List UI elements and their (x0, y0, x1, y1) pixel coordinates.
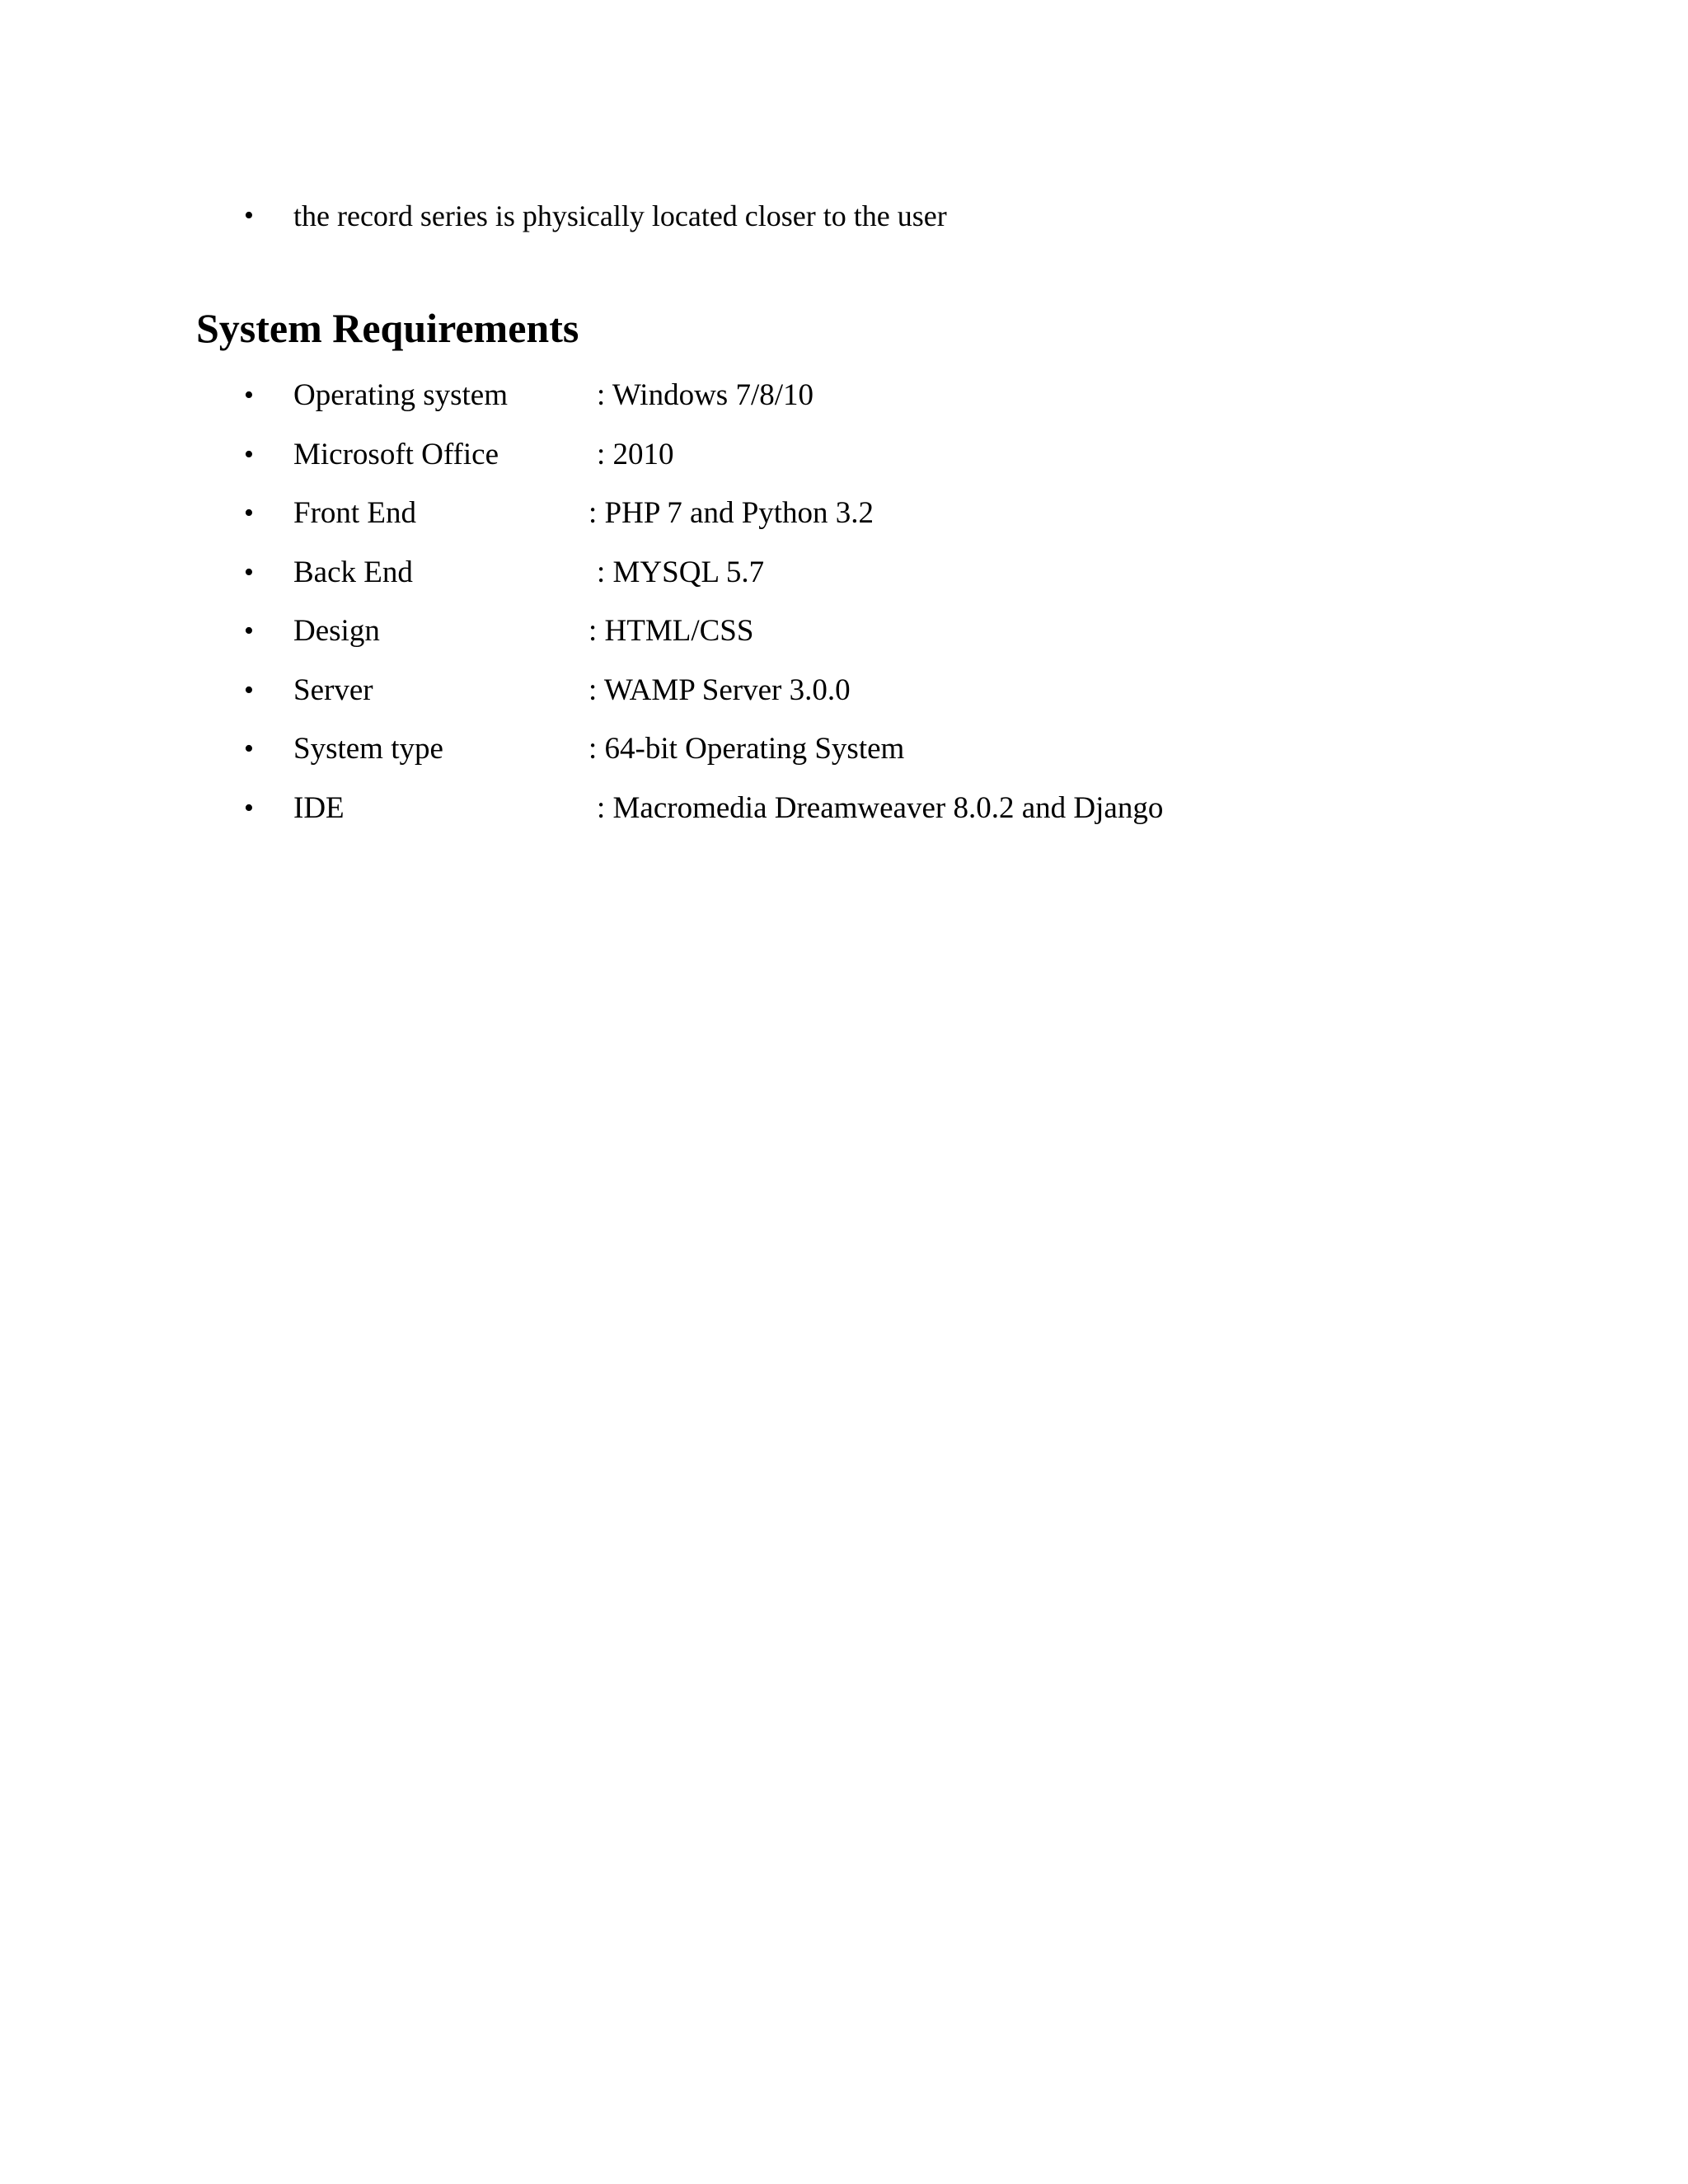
requirement-label: Back End (293, 555, 413, 589)
list-item (244, 196, 947, 236)
bullet-icon: • (244, 616, 254, 646)
requirement-label: Design (293, 614, 380, 648)
bullet-icon: • (244, 556, 254, 588)
bullet-icon: • (244, 438, 254, 470)
requirement-value: : Macromedia Dreamweaver 8.0.2 and Django (597, 790, 1164, 825)
bullet-icon: • (244, 498, 254, 528)
bullet-icon: • (244, 200, 254, 231)
requirement-value: : 64-bit Operating System (588, 732, 905, 766)
requirement-value: : WAMP Server 3.0.0 (588, 673, 851, 707)
requirement-label: Microsoft Office (293, 437, 499, 471)
bullet-icon: • (244, 733, 254, 764)
bullet-icon: • (244, 674, 254, 705)
section-heading: System Requirements (196, 305, 579, 351)
requirement-label: Server (293, 673, 373, 707)
requirement-value: : MYSQL 5.7 (597, 555, 765, 589)
bullet-icon: • (244, 792, 254, 823)
requirement-label: IDE (293, 790, 345, 825)
intro-item-text: the record series is physically located closer to the user (293, 199, 947, 232)
requirement-value: : 2010 (597, 437, 674, 471)
requirement-value: : HTML/CSS (588, 614, 754, 648)
intro-bullet-list (244, 196, 947, 236)
requirement-value: : PHP 7 and Python 3.2 (588, 496, 874, 530)
bullet-icon: • (244, 380, 254, 410)
requirement-label: Operating system (293, 378, 508, 412)
requirement-label: Front End (293, 496, 417, 530)
requirement-label: System type (293, 732, 443, 766)
requirement-value: : Windows 7/8/10 (597, 378, 814, 412)
